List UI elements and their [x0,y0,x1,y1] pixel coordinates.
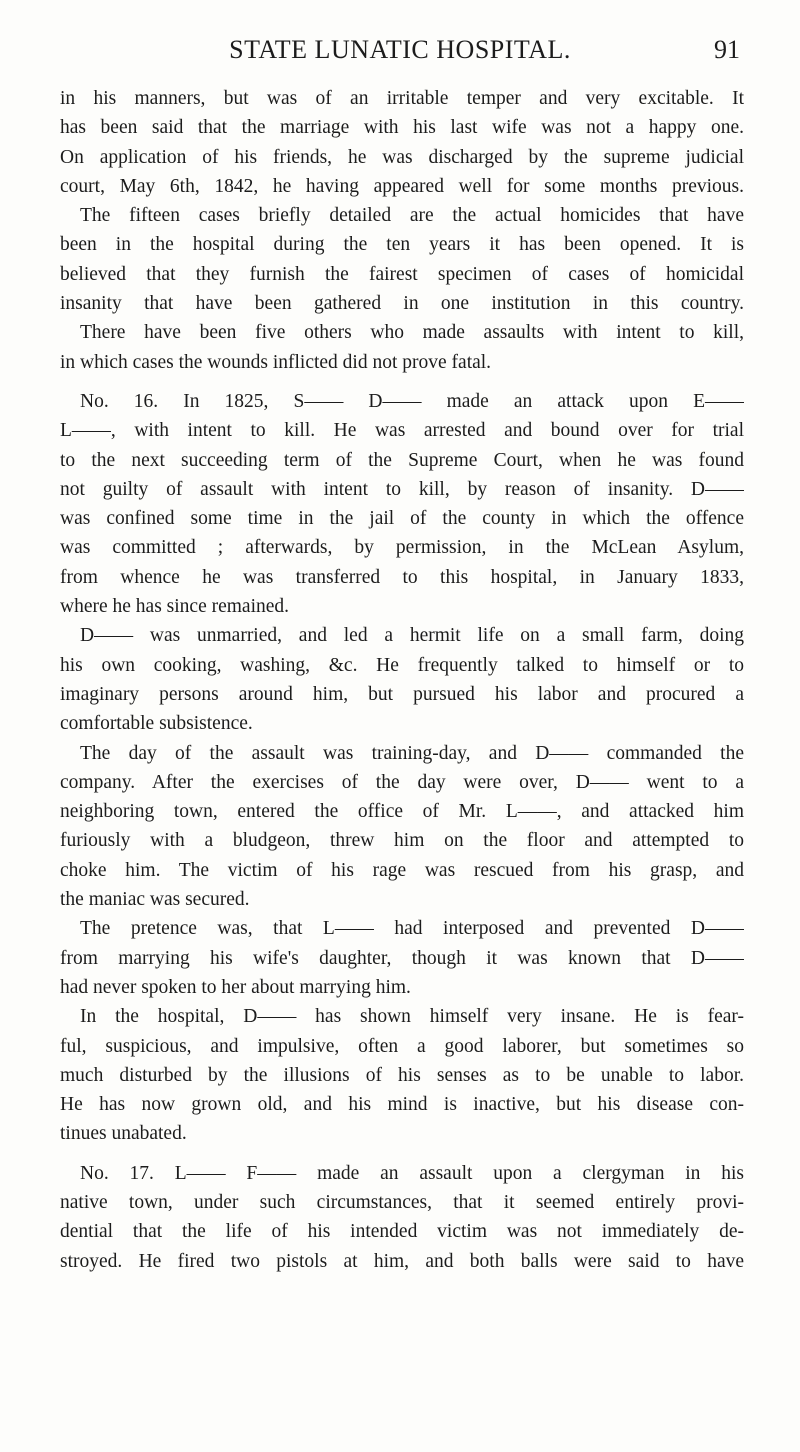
text-line: had never spoken to her about marrying him. [60,976,411,998]
text-line: from marrying his wife's daughter, though it was known that D—— [60,947,744,969]
page-number: 91 [714,35,740,64]
text-line: The day of the assault was training-day, and D—— commanded the [80,742,744,764]
text-line: where he has since remained. [60,596,290,618]
text-line: was confined some time in the jail of the county in which the offence [60,508,744,530]
text-line: stroyed. He fired two pistols at him, and both balls were said to have [60,1250,744,1272]
text-line: He has now grown old, and his mind is inactive, but his disease con- [60,1094,744,1116]
text-line: comfortable subsistence. [60,713,253,735]
text-line: The fifteen cases briefly detailed are the actual homicides that have [80,205,744,227]
text-line: was committed ; afterwards, by permission, in the McLean Asylum, [60,537,744,559]
text-line: company. After the exercises of the day were over, D—— went to a [60,771,744,793]
text-line: No. 16. In 1825, S—— D—— made an attack upon E—— [80,390,744,412]
body-text [60,84,744,1276]
text-line: dential that the life of his intended victim was not immediately de- [60,1221,744,1243]
text-line: On application of his friends, he was discharged by the supreme judicial [60,146,744,168]
running-head [60,30,740,70]
text-line: court, May 6th, 1842, he having appeared well for some months previous. [60,175,744,197]
text-line: the maniac was secured. [60,889,250,911]
text-line: In the hospital, D—— has shown himself very insane. He is fear- [80,1006,744,1028]
text-line: L——, with intent to kill. He was arrested and bound over for trial [60,420,744,442]
text-line: in his manners, but was of an irritable temper and very excitable. It [60,88,744,109]
text-line: choke him. The victim of his rage was rescued from his grasp, and [60,859,744,881]
text-line: to the next succeeding term of the Supreme Court, when he was found [60,449,744,471]
text-line: No. 17. L—— F—— made an assault upon a clergyman in his [80,1162,744,1184]
text-line: native town, under such circumstances, that it seemed entirely provi- [60,1191,744,1213]
text-line: ful, suspicious, and impulsive, often a good laborer, but sometimes so [60,1035,744,1057]
text-line: D—— was unmarried, and led a hermit life on a small farm, doing [80,625,744,647]
text-line: tinues unabated. [60,1123,187,1145]
text-line: neighboring town, entered the office of Mr. L——, and attacked him [60,801,744,823]
text-line: insanity that have been gathered in one institution in this country. [60,293,744,315]
text-line: his own cooking, washing, &c. He frequently talked to himself or to [60,654,744,676]
text-line: There have been five others who made assaults with intent to kill, [80,322,744,344]
text-line: from whence he was transferred to this hospital, in January 1833, [60,566,744,588]
text-line: much disturbed by the illusions of his senses as to be unable to labor. [60,1064,744,1086]
running-title: STATE LUNATIC HOSPITAL. [229,35,571,64]
text-line: has been said that the marriage with his last wife was not a happy one. [60,117,744,139]
text-line: not guilty of assault with intent to kill, by reason of insanity. D—— [60,478,744,500]
text-line: believed that they furnish the fairest specimen of cases of homicidal [60,263,744,285]
text-line: The pretence was, that L—— had interposed and prevented D—— [80,918,744,940]
text-line: in which cases the wounds inflicted did not prove fatal. [60,351,492,373]
text-line: imaginary persons around him, but pursued his labor and procured a [60,683,744,705]
text-line: furiously with a bludgeon, threw him on the floor and attempted to [60,830,744,852]
text-line: been in the hospital during the ten years it has been opened. It is [60,234,744,256]
